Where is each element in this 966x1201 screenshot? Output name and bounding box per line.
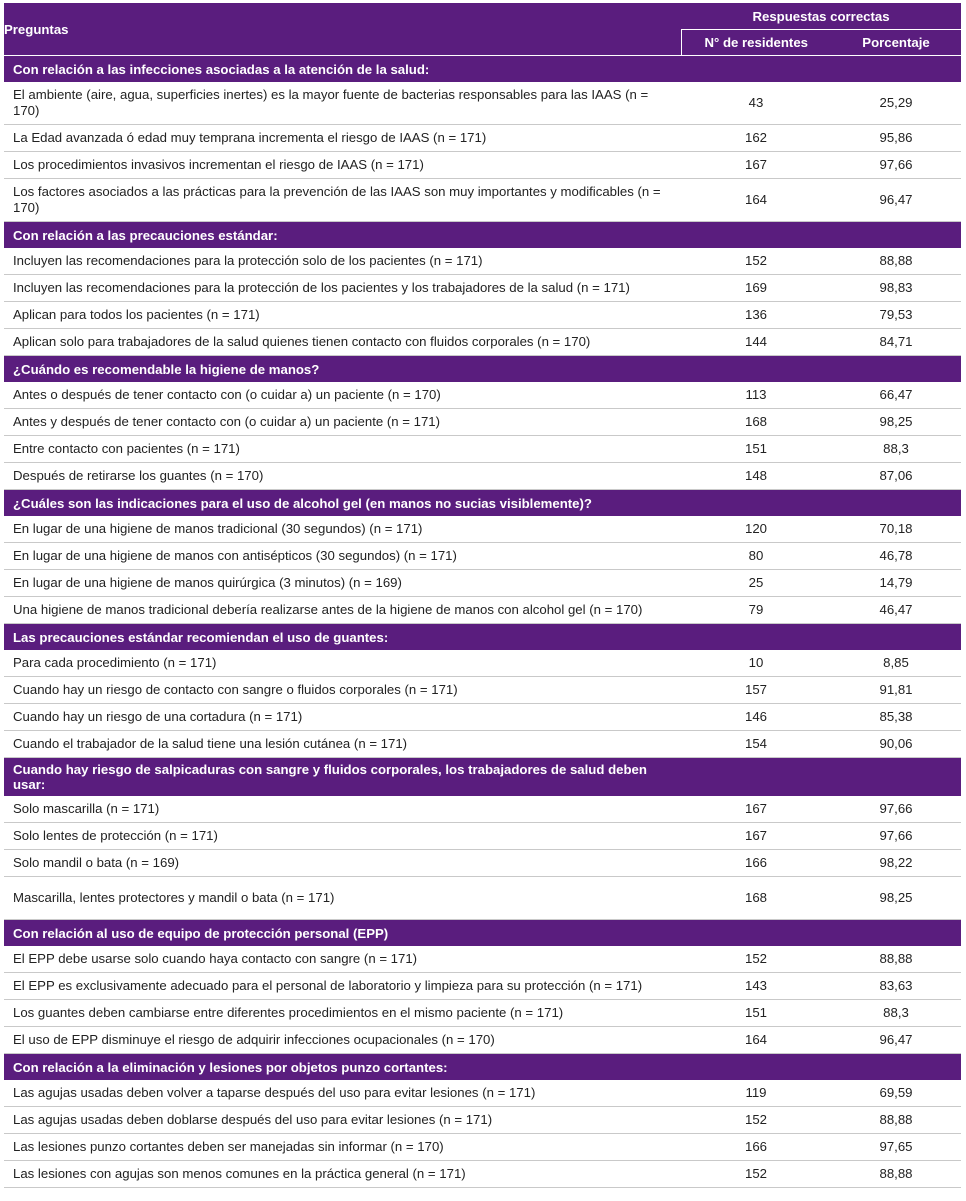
residents-cell: 154: [681, 731, 831, 758]
section-title: Con relación a la eliminación y lesiones por objetos punzo cortantes:: [4, 1054, 961, 1081]
percent-cell: 25,29: [831, 82, 961, 125]
percent-cell: 98,25: [831, 409, 961, 436]
residents-cell: 151: [681, 1000, 831, 1027]
residents-cell: 167: [681, 823, 831, 850]
table-row: [4, 650, 961, 677]
question-cell: Los procedimientos invasivos incrementan el riesgo de IAAS (n = 171): [4, 152, 681, 179]
section-header-row: [4, 56, 961, 83]
question-cell: Los guantes deben cambiarse entre diferentes procedimientos en el mismo paciente (n = 171): [4, 1000, 681, 1027]
table-row: [4, 409, 961, 436]
question-cell: Cuando el trabajador de la salud tiene una lesión cutánea (n = 171): [4, 731, 681, 758]
table-row: [4, 329, 961, 356]
table-row: [4, 570, 961, 597]
percent-cell: 96,47: [831, 1027, 961, 1054]
results-table: [4, 3, 961, 1188]
question-cell: Aplican solo para trabajadores de la salud quienes tienen contacto con fluidos corporales (n = 170): [4, 329, 681, 356]
residents-cell: 143: [681, 973, 831, 1000]
table-row: [4, 597, 961, 624]
section-header-row: [4, 624, 961, 651]
residents-cell: 167: [681, 152, 831, 179]
residents-cell: 168: [681, 877, 831, 920]
percent-cell: 66,47: [831, 382, 961, 409]
percent-cell: 69,59: [831, 1080, 961, 1107]
section-title: Con relación a las precauciones estándar:: [4, 222, 961, 249]
table-row: [4, 179, 961, 222]
question-cell: La Edad avanzada ó edad muy temprana incrementa el riesgo de IAAS (n = 171): [4, 125, 681, 152]
residents-cell: 79: [681, 597, 831, 624]
percent-cell: 95,86: [831, 125, 961, 152]
table-row: [4, 248, 961, 275]
table-row: [4, 677, 961, 704]
residents-cell: 113: [681, 382, 831, 409]
section-title: Las precauciones estándar recomiendan el uso de guantes:: [4, 624, 961, 651]
section-title: Cuando hay riesgo de salpicaduras con sangre y fluidos corporales, los trabajadores de salud deben usar:: [4, 758, 961, 797]
question-cell: Incluyen las recomendaciones para la protección de los pacientes y los trabajadores de la salud (n = 171): [4, 275, 681, 302]
question-cell: Antes o después de tener contacto con (o cuidar a) un paciente (n = 170): [4, 382, 681, 409]
residents-cell: 43: [681, 82, 831, 125]
question-cell: Las lesiones punzo cortantes deben ser manejadas sin informar (n = 170): [4, 1134, 681, 1161]
residents-cell: 164: [681, 179, 831, 222]
table-row: [4, 382, 961, 409]
question-cell: El EPP debe usarse solo cuando haya contacto con sangre (n = 171): [4, 946, 681, 973]
results-table-container: [4, 3, 961, 1188]
residents-cell: 10: [681, 650, 831, 677]
percent-cell: 91,81: [831, 677, 961, 704]
question-cell: Mascarilla, lentes protectores y mandil o bata (n = 171): [4, 877, 681, 920]
residents-cell: 157: [681, 677, 831, 704]
question-cell: Cuando hay un riesgo de contacto con sangre o fluidos corporales (n = 171): [4, 677, 681, 704]
table-row: [4, 877, 961, 920]
question-cell: En lugar de una higiene de manos con antisépticos (30 segundos) (n = 171): [4, 543, 681, 570]
residents-cell: 152: [681, 1161, 831, 1188]
table-row: [4, 463, 961, 490]
section-header-row: [4, 490, 961, 517]
question-cell: El ambiente (aire, agua, superficies inertes) es la mayor fuente de bacterias responsables para las IAAS (n = 170): [4, 82, 681, 125]
percent-cell: 85,38: [831, 704, 961, 731]
table-row: [4, 731, 961, 758]
question-cell: Aplican para todos los pacientes (n = 171): [4, 302, 681, 329]
table-row: [4, 1107, 961, 1134]
residents-cell: 152: [681, 946, 831, 973]
question-cell: Los factores asociados a las prácticas para la prevención de las IAAS son muy importantes y modificables (n = 170): [4, 179, 681, 222]
percent-cell: 87,06: [831, 463, 961, 490]
question-cell: Las agujas usadas deben volver a taparse después del uso para evitar lesiones (n = 171): [4, 1080, 681, 1107]
percent-cell: 14,79: [831, 570, 961, 597]
residents-cell: 167: [681, 796, 831, 823]
section-title: ¿Cuáles son las indicaciones para el uso de alcohol gel (en manos no sucias visiblemente)?: [4, 490, 961, 517]
table-header: [4, 3, 961, 56]
residents-cell: 166: [681, 1134, 831, 1161]
table-row: [4, 543, 961, 570]
table-row: [4, 796, 961, 823]
table-row: [4, 1000, 961, 1027]
table-row: [4, 152, 961, 179]
percent-cell: 97,66: [831, 152, 961, 179]
residents-cell: 25: [681, 570, 831, 597]
percent-cell: 88,88: [831, 248, 961, 275]
questions-header: Preguntas: [4, 3, 681, 56]
residents-cell: 144: [681, 329, 831, 356]
section-header-row: [4, 1054, 961, 1081]
percent-cell: 98,25: [831, 877, 961, 920]
correct-answers-header: Respuestas correctas: [681, 3, 961, 30]
residents-cell: 119: [681, 1080, 831, 1107]
residents-cell: 151: [681, 436, 831, 463]
percent-cell: 97,65: [831, 1134, 961, 1161]
question-cell: El EPP es exclusivamente adecuado para el personal de laboratorio y limpieza para su protección (n = 171): [4, 973, 681, 1000]
section-header-row: [4, 758, 961, 797]
residents-cell: 146: [681, 704, 831, 731]
question-cell: Las agujas usadas deben doblarse después del uso para evitar lesiones (n = 171): [4, 1107, 681, 1134]
question-cell: Una higiene de manos tradicional debería realizarse antes de la higiene de manos con alcohol gel (n = 170): [4, 597, 681, 624]
question-cell: Después de retirarse los guantes (n = 170): [4, 463, 681, 490]
table-row: [4, 516, 961, 543]
percent-cell: 97,66: [831, 823, 961, 850]
question-cell: Cuando hay un riesgo de una cortadura (n = 171): [4, 704, 681, 731]
section-header-row: [4, 222, 961, 249]
table-row: [4, 1134, 961, 1161]
table-row: [4, 275, 961, 302]
percent-cell: 88,3: [831, 436, 961, 463]
question-cell: Solo mandil o bata (n = 169): [4, 850, 681, 877]
residents-cell: 168: [681, 409, 831, 436]
table-body: [4, 56, 961, 1188]
percent-cell: 83,63: [831, 973, 961, 1000]
table-row: [4, 704, 961, 731]
percent-cell: 84,71: [831, 329, 961, 356]
percent-cell: 97,66: [831, 796, 961, 823]
percent-cell: 88,88: [831, 1161, 961, 1188]
question-cell: En lugar de una higiene de manos tradicional (30 segundos) (n = 171): [4, 516, 681, 543]
table-row: [4, 82, 961, 125]
residents-cell: 136: [681, 302, 831, 329]
percent-cell: 46,47: [831, 597, 961, 624]
section-header-row: [4, 920, 961, 947]
question-cell: Solo lentes de protección (n = 171): [4, 823, 681, 850]
question-cell: Las lesiones con agujas son menos comunes en la práctica general (n = 171): [4, 1161, 681, 1188]
residents-cell: 152: [681, 248, 831, 275]
table-row: [4, 823, 961, 850]
residents-cell: 164: [681, 1027, 831, 1054]
percent-cell: 96,47: [831, 179, 961, 222]
table-row: [4, 1027, 961, 1054]
table-row: [4, 302, 961, 329]
question-cell: Entre contacto con pacientes (n = 171): [4, 436, 681, 463]
question-cell: Solo mascarilla (n = 171): [4, 796, 681, 823]
section-header-row: [4, 356, 961, 383]
table-row: [4, 973, 961, 1000]
percent-cell: 79,53: [831, 302, 961, 329]
section-title: Con relación a las infecciones asociadas a la atención de la salud:: [4, 56, 961, 83]
question-cell: En lugar de una higiene de manos quirúrgica (3 minutos) (n = 169): [4, 570, 681, 597]
table-row: [4, 1161, 961, 1188]
percent-cell: 8,85: [831, 650, 961, 677]
section-title: ¿Cuándo es recomendable la higiene de manos?: [4, 356, 961, 383]
percent-cell: 98,83: [831, 275, 961, 302]
question-cell: El uso de EPP disminuye el riesgo de adquirir infecciones ocupacionales (n = 170): [4, 1027, 681, 1054]
percent-cell: 88,3: [831, 1000, 961, 1027]
residents-cell: 152: [681, 1107, 831, 1134]
percent-cell: 88,88: [831, 1107, 961, 1134]
section-title: Con relación al uso de equipo de protección personal (EPP): [4, 920, 961, 947]
percent-header: Porcentaje: [831, 30, 961, 56]
question-cell: Para cada procedimiento (n = 171): [4, 650, 681, 677]
residents-cell: 80: [681, 543, 831, 570]
table-row: [4, 436, 961, 463]
percent-cell: 46,78: [831, 543, 961, 570]
residents-cell: 120: [681, 516, 831, 543]
residents-header: N° de residentes: [681, 30, 831, 56]
percent-cell: 90,06: [831, 731, 961, 758]
table-row: [4, 850, 961, 877]
table-row: [4, 946, 961, 973]
table-row: [4, 1080, 961, 1107]
percent-cell: 98,22: [831, 850, 961, 877]
table-row: [4, 125, 961, 152]
question-cell: Incluyen las recomendaciones para la protección solo de los pacientes (n = 171): [4, 248, 681, 275]
percent-cell: 88,88: [831, 946, 961, 973]
percent-cell: 70,18: [831, 516, 961, 543]
residents-cell: 162: [681, 125, 831, 152]
residents-cell: 148: [681, 463, 831, 490]
residents-cell: 166: [681, 850, 831, 877]
residents-cell: 169: [681, 275, 831, 302]
question-cell: Antes y después de tener contacto con (o cuidar a) un paciente (n = 171): [4, 409, 681, 436]
